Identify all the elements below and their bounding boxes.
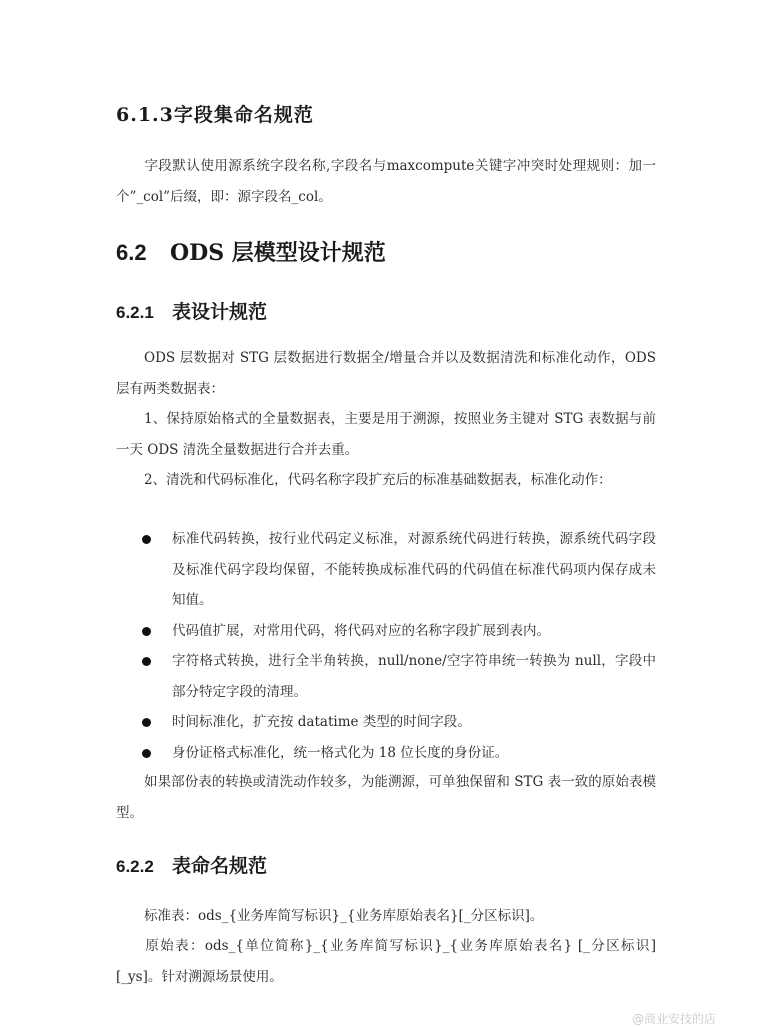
heading-6-1-3: 6.1.3字段集命名规范 bbox=[116, 104, 314, 126]
heading-6-2 bbox=[116, 236, 386, 267]
bullet-item bbox=[140, 738, 656, 769]
paragraph-item-2-text: 2、清洗和代码标准化，代码名称字段扩充后的标准基础数据表，标准化动作： bbox=[144, 472, 612, 488]
paragraph-item-1 bbox=[116, 404, 656, 465]
heading-6-2-number: 6.2 bbox=[116, 240, 147, 265]
paragraph-item-2 bbox=[116, 465, 656, 496]
heading-6-2-2-number: 6.2.2 bbox=[116, 857, 154, 876]
bullet-item bbox=[140, 646, 656, 707]
bullet-text: 标准代码转换，按行业代码定义标准，对源系统代码进行转换，源系统代码字段及标准代码字段均保留，不能转换成标准代码的代码值在标准代码项内保存成未知值。 bbox=[172, 531, 656, 608]
paragraph-standard-table-text: 标准表：ods_{业务库简写标识}_{业务库原始表名}[_分区标识]。 bbox=[144, 908, 544, 924]
bullet-item bbox=[140, 524, 656, 616]
bullet-item bbox=[140, 707, 656, 738]
heading-6-2-1 bbox=[116, 297, 267, 324]
paragraph-6-1-3 bbox=[116, 151, 656, 212]
bullet-text: 代码值扩展，对常用代码，将代码对应的名称字段扩展到表内。 bbox=[172, 622, 550, 639]
bullet-dot-icon bbox=[142, 749, 151, 758]
heading-6-2-2-title: 表命名规范 bbox=[172, 855, 268, 877]
paragraph-ods-intro-text: ODS 层数据对 STG 层数据进行数据全/增量合并以及数据清洗和标准化动作，ODS 层有两类数据表： bbox=[116, 350, 656, 397]
bullet-dot-icon bbox=[142, 535, 151, 544]
bullet-dot-icon bbox=[142, 718, 151, 727]
paragraph-6-1-3-text: 字段默认使用源系统字段名称,字段名与maxcompute关键字冲突时处理规则：加一个”_col”后缀，即：源字段名_col。 bbox=[116, 158, 656, 205]
paragraph-ods-intro bbox=[116, 343, 656, 404]
paragraph-original-table bbox=[116, 931, 656, 992]
paragraph-item-1-text: 1、保持原始格式的全量数据表，主要是用于溯源，按照业务主键对 STG 表数据与前一天 ODS 清洗全量数据进行合并去重。 bbox=[116, 411, 656, 458]
heading-6-2-2 bbox=[116, 851, 267, 878]
paragraph-closing bbox=[116, 767, 656, 828]
paragraph-standard-table bbox=[116, 901, 656, 932]
watermark: @商业安技的店 bbox=[632, 1012, 717, 1026]
paragraph-original-table-text: 原始表：ods_{单位简称}_{业务库简写标识}_{业务库原始表名} [_分区标识][_ys]。针对溯源场景使用。 bbox=[116, 938, 656, 985]
bullet-text: 时间标准化，扩充按 datatime 类型的时间字段。 bbox=[172, 714, 471, 730]
heading-6-2-1-title: 表设计规范 bbox=[172, 301, 268, 323]
paragraph-closing-text: 如果部份表的转换或清洗动作较多，为能溯源，可单独保留和 STG 表一致的原始表模型。 bbox=[116, 774, 656, 821]
heading-6-2-1-number: 6.2.1 bbox=[116, 303, 154, 322]
bullet-item bbox=[140, 616, 656, 647]
standardization-bullet-list bbox=[140, 524, 656, 768]
bullet-text: 字符格式转换，进行全半角转换，null/none/空字符串统一转换为 null，字段中部分特定字段的清理。 bbox=[172, 653, 656, 700]
heading-6-2-title: ODS 层模型设计规范 bbox=[170, 240, 386, 266]
bullet-dot-icon bbox=[142, 627, 151, 636]
bullet-dot-icon bbox=[142, 657, 151, 666]
bullet-text: 身份证格式标准化，统一格式化为 18 位长度的身份证。 bbox=[172, 744, 509, 761]
